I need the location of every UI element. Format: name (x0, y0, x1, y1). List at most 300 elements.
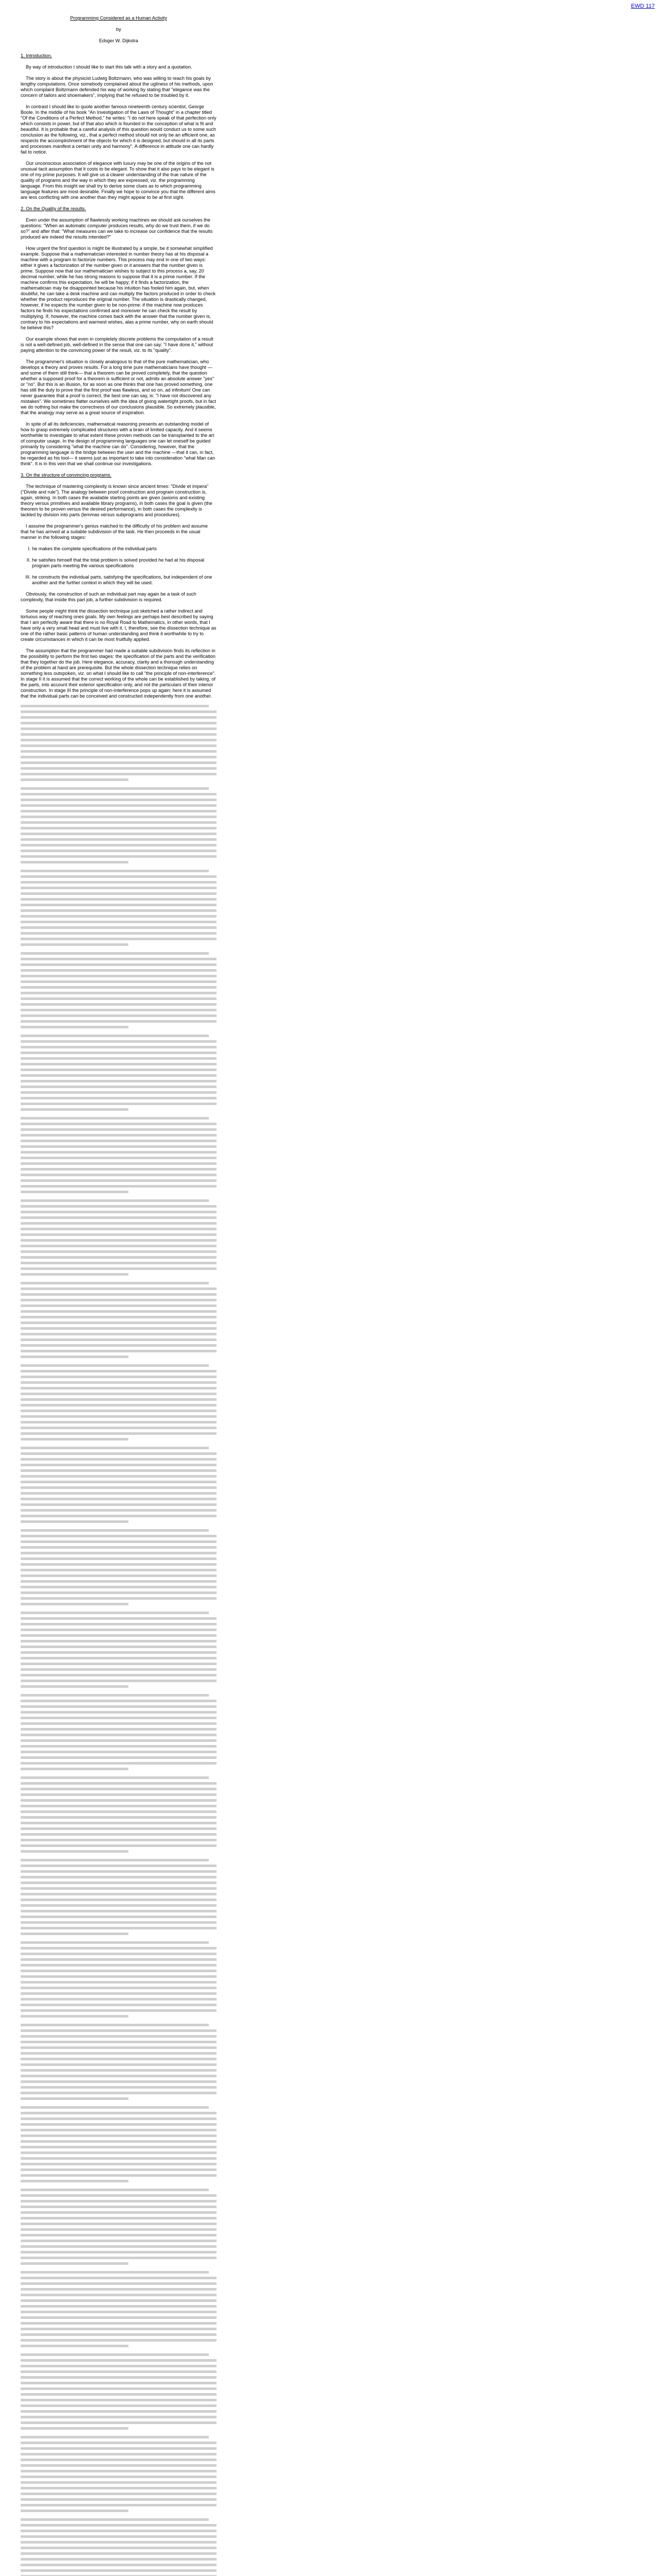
document-page (21, 15, 217, 2576)
text-line-placeholder (21, 2518, 209, 2521)
text-line-placeholder (21, 1580, 217, 1583)
text-line-placeholder (21, 2535, 217, 2538)
text-line-placeholder (21, 1205, 217, 1208)
text-line-placeholder (21, 2459, 217, 2461)
text-line-placeholder (21, 1987, 217, 1989)
text-line-placeholder (21, 887, 217, 889)
text-line-placeholder (21, 861, 128, 863)
text-line-placeholder (21, 1694, 209, 1697)
text-line-placeholder (21, 2421, 217, 2424)
text-line-placeholder (21, 1447, 209, 1449)
text-line-placeholder (21, 909, 217, 912)
text-line-placeholder (21, 2228, 217, 2231)
text-line-placeholder (21, 1992, 217, 1995)
text-line-placeholder (21, 1844, 217, 1847)
text-line-placeholder (21, 2493, 217, 2495)
text-line-placeholder (21, 2305, 217, 2308)
text-line-placeholder (21, 2146, 217, 2148)
text-line-placeholder (21, 1734, 217, 1736)
text-line-placeholder (21, 1469, 217, 1472)
text-line-placeholder (21, 1859, 209, 1861)
text-line-placeholder (21, 1151, 217, 1154)
paragraph: In contrast I should like to quote another famous nineteenth century scientist, George Boole. In the middle of his book "An Investigation of the Laws of Thought" in a chapter titled "Of the Conditions of a Perfect Method." he writes: "I do not here speak of that perfection only which consists in power, but of that also which is founded in the conception of what is fit and beautiful. It is probable that a careful analysis of this question would conduct us to some such conclusion as the following, viz., that a perfect method should not only be an efficient one, as respects the accomplishment of the objects for which it is designed, but should in all its parts and processes manifest a certain unity and harmony". A difference in attitude one can hardly fail to notice. (21, 104, 217, 155)
text-line-placeholder (21, 1233, 217, 1236)
text-line-placeholder (21, 1421, 217, 1423)
text-line-placeholder (21, 1782, 217, 1785)
paragraph: Some people might think the dissection technique just sketched a rather indirect and tortuous way of reaching ones goals. My own feelings are perhaps best described by saying that I am perfectly aware that there is no Royal Road to Mathematics, in other words, that I have only a very small head and must live with it. I, therefore, see the dissection technique as one of the rather basic patterns of human understanding and think it worthwhile to try to create circumstances in which it can be most fruitfully applied. (21, 608, 217, 642)
text-line-placeholder (21, 875, 217, 878)
paragraph: By way of introduction I should like to start this talk with a story and a quotation. (26, 64, 192, 70)
text-line-placeholder (21, 2333, 217, 2336)
text-line-placeholder (21, 833, 217, 835)
text-line-placeholder (21, 1458, 217, 1461)
title-block (21, 15, 217, 44)
text-line-placeholder (21, 943, 128, 946)
paragraph: How urgent the first question is might be illustrated by a simple, be it somewhat simplified example. Suppose that a mathematician interested in number theory has at his disposal a machine with a program to factorize numbers. This process may end in one of two ways: either it gives a factorization of the number given or it answers that the number given is prime. Suppose now that our mathematician wishes to subject to this process a, say, 20 decimal number, while he has strong reasons to suppose that it is a prime number. If the machine confirms this expectation, he will be happy; if it finds a factorization, the mathematician may be disappointed because his intuition has fooled him again, but, when doubtful, he can take a desk machine and can multiply the factors produced in order to check whether the product reproduces the original number. The situation is drastically changed, however, if he expects the number given to be non-prime: if the machine now produces factors he finds his expectations confirmed and moreover he can check the result by multiplying. If, however, the machine comes back with the answer that the number given is, contrary to his expectations and warmest wishes, alas a prime number, why on earth should he believe this? (21, 246, 216, 330)
text-line-placeholder (21, 1887, 217, 1890)
text-line-placeholder (21, 1762, 217, 1765)
text-line-placeholder (21, 1916, 217, 1918)
text-line-placeholder (21, 1574, 217, 1577)
text-line-placeholder (21, 2251, 217, 2253)
text-line-placeholder (21, 1827, 217, 1830)
text-line-placeholder (21, 799, 217, 801)
text-line-placeholder (21, 1685, 128, 1688)
text-line-placeholder (21, 1970, 217, 1972)
text-line-placeholder (21, 1069, 217, 1071)
text-line-placeholder (21, 2376, 217, 2379)
text-line-placeholder (21, 1310, 217, 1313)
text-line-placeholder (21, 1179, 217, 1182)
text-line-placeholder (21, 1947, 217, 1950)
author-name: Edsger W. Dijkstra (99, 38, 138, 43)
text-line-placeholder (21, 2086, 217, 2089)
text-line-placeholder (21, 2436, 209, 2438)
text-line-placeholder (21, 1768, 128, 1770)
text-line-placeholder (21, 2481, 217, 2484)
paragraph: The programmer's situation is closely analogous to that of the pure mathematician, who develops a theory and proves results. For a long time pure mathematicians have thought —and some of them still think— that a theorem can be proved completely, that the question whether a supposed proof for a theorem is sufficient or not, admits an absolute answer "yes" or "no". But this is an illusion, for as soon as one thinks that one has proved something, one has still the duty to prove that the first proof was flawless, and so on, ad infinitum! One can never guarantee that a proof is correct, the best one can say, is: "I have not discovered any mistakes". We sometimes flatter ourselves with the idea of giving watertight proofs, but in fact we do nothing but make the correctness of our conclusions plausible. So extremely plausible, that the analogy may serve as a great source of inspiration. (21, 359, 216, 415)
text-line-placeholder (21, 1739, 217, 1742)
text-line-placeholder (21, 2117, 217, 2120)
text-line-placeholder (21, 2399, 217, 2401)
text-line-placeholder (21, 838, 217, 841)
text-line-placeholder (21, 773, 217, 775)
text-line-placeholder (21, 1103, 217, 1105)
text-line-placeholder (21, 1563, 217, 1566)
text-line-placeholder (21, 1612, 209, 1614)
text-line-placeholder (21, 2234, 217, 2236)
text-line-placeholder (21, 1964, 217, 1967)
text-line-placeholder (21, 1364, 209, 1367)
text-line-placeholder (21, 898, 217, 901)
text-line-placeholder (21, 2316, 217, 2319)
text-line-placeholder (21, 1651, 217, 1654)
text-line-placeholder (21, 1717, 217, 1719)
text-line-placeholder (21, 2140, 217, 2143)
text-line-placeholder (21, 1140, 217, 1142)
text-line-placeholder (21, 1080, 217, 1082)
text-line-placeholder (21, 2339, 217, 2342)
text-line-placeholder (21, 1546, 217, 1549)
text-line-placeholder (21, 1870, 217, 1873)
text-line-placeholder (21, 727, 217, 730)
text-line-placeholder (21, 2365, 217, 2367)
text-line-placeholder (21, 2262, 128, 2265)
text-line-placeholder (21, 2427, 128, 2430)
text-line-placeholder (21, 975, 217, 977)
paragraph: Even under the assumption of flawlessly working machines we should ask ourselves the questions: "When an automatic computer produces results, why do we trust them, if we do so?" and after that: "What measures can we take to increase our confidence that the results produced are indeed the results intended?" (21, 217, 213, 240)
text-line-placeholder (21, 2046, 217, 2049)
text-line-placeholder (21, 1415, 217, 1418)
text-line-placeholder (21, 2294, 217, 2296)
text-line-placeholder (21, 750, 217, 753)
text-line-placeholder (21, 1745, 217, 1748)
text-line-placeholder (21, 804, 217, 807)
text-line-placeholder (21, 1756, 217, 1759)
text-line-placeholder (21, 2058, 217, 2060)
text-line-placeholder (21, 1941, 209, 1944)
text-line-placeholder (21, 1882, 217, 1884)
text-line-placeholder (21, 2442, 217, 2444)
text-line-placeholder (21, 980, 217, 983)
text-line-placeholder (21, 2206, 217, 2208)
text-line-placeholder (21, 870, 209, 872)
text-line-placeholder (21, 1680, 217, 1682)
text-line-placeholder (21, 921, 217, 923)
text-line-placeholder (21, 2487, 217, 2489)
list-item: I. he makes the complete specifications of the individual parts (32, 546, 217, 552)
text-line-placeholder (21, 778, 128, 781)
text-line-placeholder (21, 2163, 217, 2165)
text-line-placeholder (21, 1810, 217, 1813)
text-line-placeholder (21, 1046, 217, 1048)
text-line-placeholder (21, 2393, 217, 2396)
text-line-placeholder (21, 904, 217, 906)
text-line-placeholder (21, 1003, 217, 1006)
text-line-placeholder (21, 2123, 217, 2126)
text-line-placeholder (21, 1222, 217, 1225)
text-line-placeholder (21, 2257, 217, 2259)
text-line-placeholder (21, 1333, 217, 1335)
text-line-placeholder (21, 1788, 217, 1790)
text-line-placeholder (21, 1603, 128, 1605)
text-line-placeholder (21, 1475, 217, 1478)
paragraph: Obviously, the construction of such an individual part may again be a task of such complexity, that inside this part job, a further subdivision is required. (21, 591, 196, 602)
text-line-placeholder (21, 756, 217, 758)
text-line-placeholder (21, 2097, 128, 2100)
text-line-placeholder (21, 2024, 209, 2026)
text-line-placeholder (21, 2134, 217, 2137)
text-line-placeholder (21, 2345, 128, 2347)
text-line-placeholder (21, 767, 217, 770)
text-line-placeholder (21, 1799, 217, 1802)
text-line-placeholder (21, 2370, 217, 2373)
text-line-placeholder (21, 1629, 217, 1631)
text-line-placeholder (21, 2041, 217, 2043)
text-line-placeholder (21, 2299, 217, 2302)
text-line-placeholder (21, 926, 217, 929)
text-line-placeholder (21, 915, 217, 918)
text-line-placeholder (21, 2106, 209, 2109)
text-line-placeholder (21, 2112, 217, 2114)
text-line-placeholder (21, 1117, 209, 1120)
text-line-placeholder (21, 1035, 209, 1037)
text-line-placeholder (21, 1492, 217, 1495)
list-item: II. he satisfies himself that the total problem is solved provided he had at his disposal program parts meeting the various specifications (32, 557, 217, 569)
text-line-placeholder (21, 1540, 217, 1543)
text-line-placeholder (21, 2174, 217, 2177)
text-line-placeholder (21, 850, 217, 852)
text-line-placeholder (21, 1663, 217, 1665)
text-line-placeholder (21, 1086, 217, 1088)
text-line-placeholder (21, 2080, 217, 2083)
text-line-placeholder (21, 1273, 128, 1276)
text-line-placeholder (21, 1157, 217, 1159)
text-line-placeholder (21, 744, 217, 747)
text-line-placeholder (21, 1162, 217, 1165)
text-line-placeholder (21, 1893, 217, 1895)
text-line-placeholder (21, 1904, 217, 1907)
text-line-placeholder (21, 2416, 217, 2418)
text-line-placeholder (21, 2075, 217, 2077)
text-line-placeholder (21, 787, 209, 790)
text-line-placeholder (21, 1899, 217, 1901)
text-line-placeholder (21, 1876, 217, 1878)
text-line-placeholder (21, 1355, 128, 1358)
text-line-placeholder (21, 2129, 217, 2131)
text-line-placeholder (21, 1657, 217, 1659)
text-line-placeholder (21, 1091, 217, 1094)
text-line-placeholder (21, 2464, 217, 2467)
text-line-placeholder (21, 2052, 217, 2055)
text-line-placeholder (21, 1338, 217, 1341)
section-heading-quality: 2. On the Quality of the results. (21, 206, 86, 211)
paragraph: Our unconscious association of elegance with luxury may be one of the origins of the not unusual tacit assumption that it costs to be elegant. To show that it also pays to be elegant is one of my prime purposes. It will give us a clearer understanding of the true nature of the quality of programs and the way in which they are expressed, viz. the programming language. From this insight we shall try to derive some clues as to which programming language features are most desirable. Finally we hope to convince you that the different aims are less conflicting with one another than they might appear to be at first sight. (21, 161, 216, 200)
text-line-placeholder (21, 1321, 217, 1324)
text-line-placeholder (21, 1211, 217, 1213)
text-line-placeholder (21, 1776, 209, 1779)
text-line-placeholder (21, 2387, 217, 2390)
text-line-placeholder (21, 1304, 217, 1307)
text-line-placeholder (21, 1623, 217, 1625)
text-line-placeholder (21, 1199, 209, 1202)
text-line-placeholder (21, 2009, 217, 2012)
text-line-placeholder (21, 1014, 217, 1017)
text-line-placeholder (21, 1350, 217, 1352)
text-line-placeholder (21, 1287, 217, 1290)
text-line-placeholder (21, 2328, 217, 2330)
text-line-placeholder (21, 1452, 217, 1455)
text-line-placeholder (21, 2015, 128, 2018)
text-line-placeholder (21, 932, 217, 935)
text-line-placeholder (21, 1486, 217, 1489)
text-line-placeholder (21, 1634, 217, 1637)
text-line-placeholder (21, 1535, 217, 1537)
text-line-placeholder (21, 821, 217, 824)
text-line-placeholder (21, 1958, 217, 1961)
text-line-placeholder (21, 2271, 209, 2274)
text-line-placeholder (21, 2476, 217, 2478)
text-line-placeholder (21, 1705, 217, 1708)
text-line-placeholder (21, 1998, 217, 2001)
text-line-placeholder (21, 2245, 217, 2248)
text-line-placeholder (21, 1216, 217, 1219)
text-line-placeholder (21, 986, 217, 989)
text-line-placeholder (21, 2157, 217, 2160)
text-line-placeholder (21, 1128, 217, 1131)
section-heading-introduction: 1. Introduction. (21, 53, 52, 58)
text-line-placeholder (21, 2151, 217, 2154)
text-line-placeholder (21, 1529, 209, 1532)
text-line-placeholder (21, 1591, 217, 1594)
text-line-placeholder (21, 1711, 217, 1714)
text-line-placeholder (21, 2240, 217, 2242)
text-line-placeholder (21, 1145, 217, 1148)
text-line-placeholder (21, 1293, 217, 1296)
document-title: Programming Considered as a Human Activity (70, 15, 167, 21)
text-line-placeholder (21, 2564, 217, 2566)
text-line-placeholder (21, 1805, 217, 1807)
text-line-placeholder (21, 1256, 217, 1259)
text-line-placeholder (21, 1262, 217, 1264)
text-line-placeholder (21, 844, 217, 846)
text-line-placeholder (21, 1981, 217, 1984)
text-line-placeholder (21, 761, 217, 764)
text-line-placeholder (21, 1097, 217, 1099)
text-line-placeholder (21, 2029, 217, 2032)
text-line-placeholder (21, 1953, 217, 1955)
text-line-placeholder (21, 1569, 217, 1571)
text-line-placeholder (21, 1250, 217, 1253)
text-line-placeholder (21, 1404, 217, 1406)
text-line-placeholder (21, 1509, 217, 1512)
text-line-placeholder (21, 2004, 217, 2006)
paragraph: In spite of all its deficiencies, mathematical reasoning presents an outstanding model of how to grasp extremely complicated structures with a brain of limited capacity. And it seems worthwhile to investigate to what extent these proven methods can be transplanted to the art of computer usage. In the design of programming languages one can let oneself be guided primarily by considering "what the machine can do". Considering, however, that the programming language is the bridge between the user and the machine —that it can, in fact, be regarded as his tool— it seems just as important to take into consideration "what Man can think". It is in this vein that we shall continue our investigations. (21, 421, 216, 466)
text-line-placeholder (21, 1520, 128, 1523)
paragraph: Our example shows that even in completely discrete problems the computation of a result is not a well-defined job, well-defined in the sense that one can say: "I have done it," without paying attention to the convincing power of the result, viz. to its "quality". (21, 336, 213, 353)
text-line-placeholder (21, 1074, 217, 1077)
text-line-placeholder (21, 958, 217, 960)
text-line-placeholder (21, 827, 217, 829)
text-line-placeholder (21, 2168, 217, 2171)
text-line-placeholder (21, 733, 217, 736)
text-line-placeholder (21, 1464, 217, 1466)
text-line-placeholder (21, 1921, 217, 1924)
text-line-placeholder (21, 1927, 217, 1929)
text-line-placeholder (21, 2217, 217, 2219)
text-line-placeholder (21, 997, 217, 1000)
text-line-placeholder (21, 1393, 217, 1395)
text-line-placeholder (21, 1052, 217, 1054)
text-line-placeholder (21, 2069, 217, 2072)
text-line-placeholder (21, 1640, 217, 1642)
text-line-placeholder (21, 2453, 217, 2455)
text-line-placeholder (21, 2223, 217, 2225)
text-line-placeholder (21, 1910, 217, 1912)
text-line-placeholder (21, 1410, 217, 1412)
text-line-placeholder (21, 2447, 217, 2450)
continued-text-placeholder (21, 705, 217, 2576)
byline-label: by (116, 27, 121, 32)
text-line-placeholder (21, 1674, 217, 1676)
list-item: III. he constructs the individual parts, satisfying the specifications, but independent of one another and the further context in which they will be used. (32, 574, 217, 586)
text-line-placeholder (21, 2552, 217, 2555)
text-line-placeholder (21, 1327, 217, 1330)
text-line-placeholder (21, 2180, 128, 2182)
paragraph: The story is about the physicist Ludwig Boltzmann, who was willing to reach his goals by lengthy computations. Once somebody complained about the ugliness of his methods, upon which complaint Boltzmann defended his way of working by stating that "elegance was the concern of tailors and shoemakers", implying that he refused to be troubled by it. (21, 76, 213, 98)
text-line-placeholder (21, 793, 217, 795)
text-line-placeholder (21, 1700, 217, 1702)
text-line-placeholder (21, 1552, 217, 1554)
text-line-placeholder (21, 1228, 217, 1230)
text-line-placeholder (21, 1933, 128, 1935)
text-line-placeholder (21, 2311, 217, 2313)
text-line-placeholder (21, 2189, 209, 2191)
text-line-placeholder (21, 2359, 217, 2362)
text-line-placeholder (21, 2322, 217, 2325)
paragraph: The technique of mastering complexity is known since ancient times: "Divide et impera" ("Divide and rule"). The analogy between proof construction and program construction is, again, striking. In both cases the available starting points are given (axioms and existing theory versus primitives and available library programs), in both cases the goal is given (the theorem to be proven versus the desired performance), in both cases the complexity is tackled by division into parts (lemmas versus subprograms and procedures). (21, 484, 212, 517)
text-line-placeholder (21, 2470, 217, 2472)
text-line-placeholder (21, 1267, 217, 1270)
text-line-placeholder (21, 1174, 217, 1176)
text-line-placeholder (21, 1009, 217, 1011)
text-line-placeholder (21, 1975, 217, 1978)
text-line-placeholder (21, 1816, 217, 1819)
text-line-placeholder (21, 1239, 217, 1242)
text-line-placeholder (21, 1108, 128, 1111)
ewd-number-link[interactable]: EWD 117 (631, 3, 655, 9)
paragraph: The assumption that the programmer had made a suitable subdivision finds its reflection in the possibility to perform the first two stages: the specification of the parts and the verification that they together do the job. Here elegance, accuracy, clarity and a thorough understanding of the problem at hand are prerequisite. But the whole dissection technique relies on something less outspoken, viz. on what I should like to call "the principle of non-interference". In stage II it is assumed that the correct working of the whole can be established by taking, of the parts, into account their exterior specification only, and not the particulars of their interior construction. In stage III the principle of non-interference pops up again: here it is assumed that the individual parts can be conceived and constructed independently from one another. (21, 648, 216, 699)
text-line-placeholder (21, 969, 217, 972)
text-line-placeholder (21, 710, 217, 713)
text-line-placeholder (21, 1498, 217, 1500)
text-line-placeholder (21, 1722, 217, 1725)
text-line-placeholder (21, 2510, 128, 2512)
text-line-placeholder (21, 816, 217, 818)
text-line-placeholder (21, 992, 217, 994)
text-line-placeholder (21, 1020, 217, 1023)
text-line-placeholder (21, 1123, 217, 1125)
text-line-placeholder (21, 1668, 217, 1671)
text-line-placeholder (21, 1586, 217, 1588)
text-line-placeholder (21, 1316, 217, 1318)
text-line-placeholder (21, 1026, 128, 1028)
text-line-placeholder (21, 1865, 217, 1867)
text-line-placeholder (21, 855, 217, 858)
text-line-placeholder (21, 1398, 217, 1401)
text-line-placeholder (21, 1839, 217, 1841)
text-line-placeholder (21, 1833, 217, 1836)
text-line-placeholder (21, 1245, 217, 1247)
text-line-placeholder (21, 1370, 217, 1372)
text-line-placeholder (21, 722, 217, 724)
text-line-placeholder (21, 2063, 217, 2066)
text-line-placeholder (21, 1438, 128, 1440)
text-line-placeholder (21, 1557, 217, 1560)
text-line-placeholder (21, 1432, 217, 1435)
text-line-placeholder (21, 1751, 217, 1753)
text-line-placeholder (21, 1040, 217, 1043)
text-line-placeholder (21, 716, 217, 719)
text-line-placeholder (21, 2200, 217, 2202)
text-line-placeholder (21, 2382, 217, 2384)
text-line-placeholder (21, 1191, 128, 1193)
text-line-placeholder (21, 1728, 217, 1731)
text-line-placeholder (21, 892, 217, 895)
text-line-placeholder (21, 1503, 217, 1506)
text-line-placeholder (21, 739, 217, 741)
text-line-placeholder (21, 952, 209, 955)
